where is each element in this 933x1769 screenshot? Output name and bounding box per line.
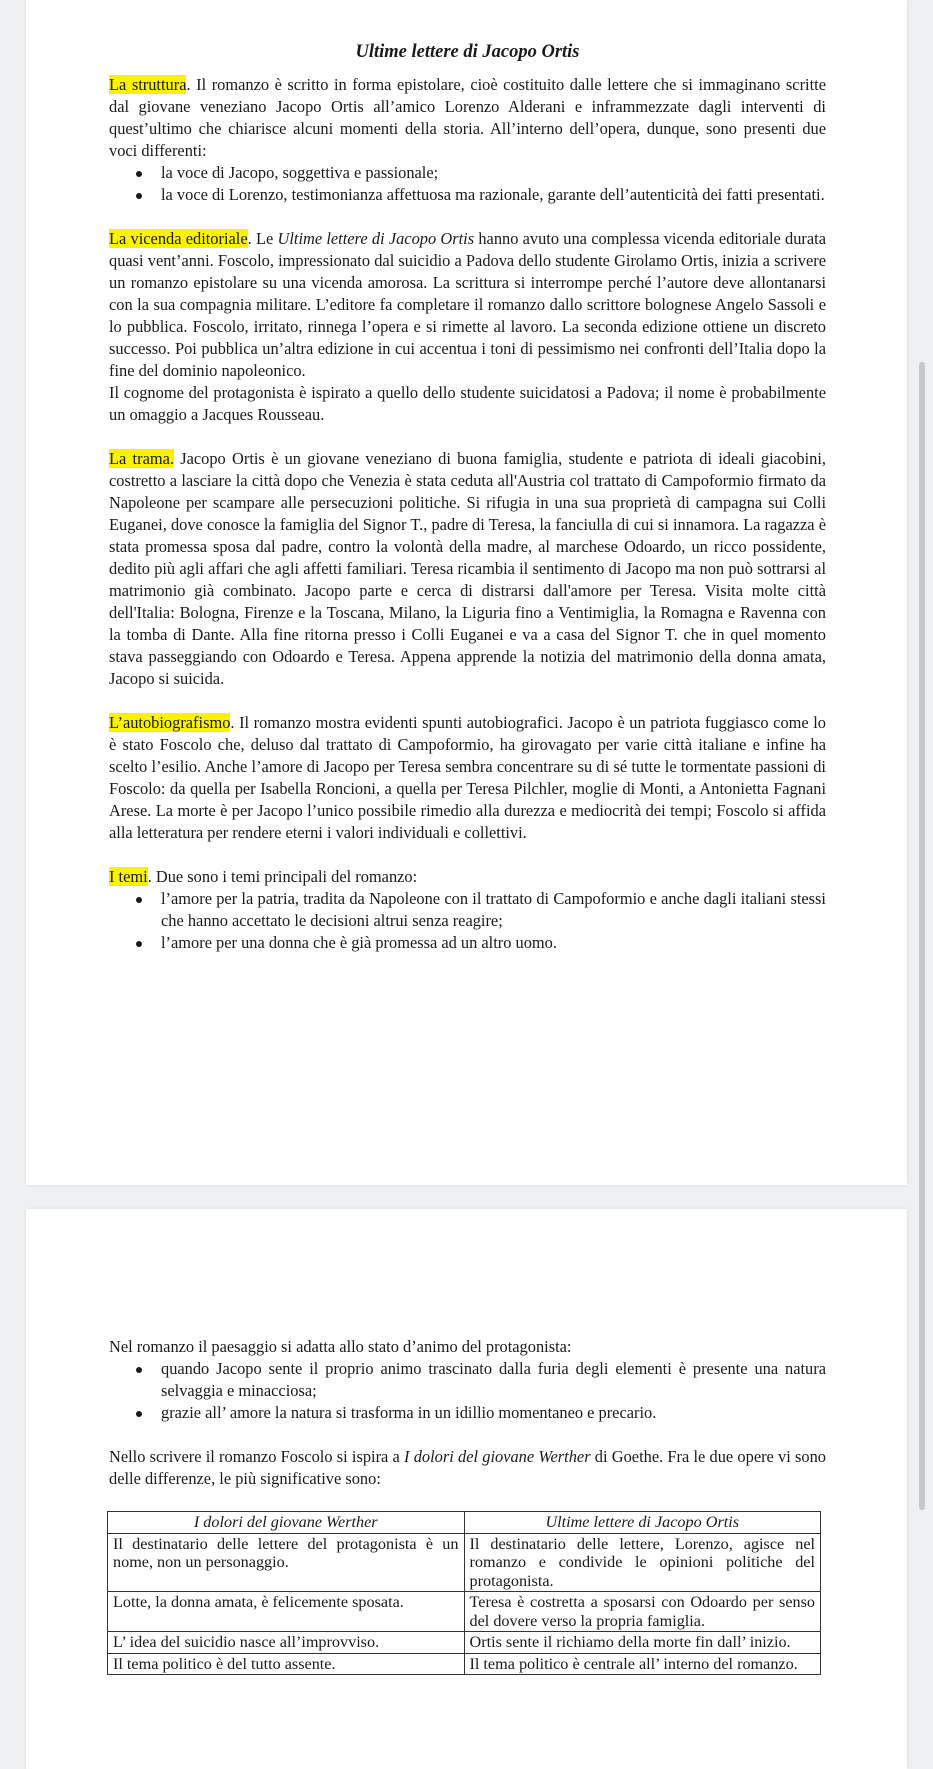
temi-list [109,888,826,954]
document-page-2 [26,1209,907,1769]
table-row [108,1632,821,1654]
table-cell: Ortis sente il richiamo della morte fin dall’ inizio. [464,1632,821,1654]
table-header-row [108,1512,821,1534]
table-cell: L’ idea del suicidio nasce all’improvviso. [108,1632,465,1654]
temi-text: . Due sono i temi principali del romanzo: [147,867,418,886]
page-1-content [109,40,826,954]
page-2-content [109,1336,826,1675]
table-cell: Il destinatario delle lettere del protagonista è un nome, non un personaggio. [108,1533,465,1592]
table-row [108,1653,821,1675]
table-cell: Il tema politico è del tutto assente. [108,1653,465,1675]
table-cell: Lotte, la donna amata, è felicemente sposata. [108,1592,465,1632]
struttura-paragraph [109,74,826,162]
vicenda-paragraph [109,228,826,382]
temi-heading: I temi [109,867,148,886]
autobiografismo-paragraph [109,712,826,844]
table-header-ortis: Ultime lettere di Jacopo Ortis [464,1512,821,1534]
list-item: la voce di Lorenzo, testimonianza affettuosa ma razionale, garante dell’autenticità dei fatti presentati. [109,184,826,206]
table-row [108,1533,821,1592]
vicenda-text-b: hanno avuto una complessa vicenda editoriale durata quasi vent’anni. Foscolo, impressionato dal suicidio a Padova dello studente Girolamo Ortis, inizia a scrivere un romanzo epistolare su una vicenda amorosa. La scrittura si interrompe perché l’autore deve allontanarsi con la sua compagnia militare. L’editore fa completare il romanzo dallo scrittore bolognese Angelo Sassoli e lo pubblica. Foscolo, irritato, rinnega l’opera e si rimette al lavoro. La seconda edizione ottiene un discreto successo. Poi pubblica un’altra edizione in cui accentua i toni di pessimismo nei confronti dell’Italia dopo la fine del dominio napoleonico. [109,229,826,380]
vicenda-heading: La vicenda editoriale [109,229,248,248]
list-item: grazie all’ amore la natura si trasforma in un idillio momentaneo e precario. [109,1402,826,1424]
list-item: l’amore per una donna che è già promessa ad un altro uomo. [109,932,826,954]
table-cell: Il tema politico è centrale all’ interno del romanzo. [464,1653,821,1675]
autobiografismo-text: . Il romanzo mostra evidenti spunti autobiografici. Jacopo è un patriota fuggiasco come lo è stato Foscolo che, deluso dal trattato di Campoformio, ha girovagato per varie città italiane e infine ha scelto l’esilio. Anche l’amore di Jacopo per Teresa sembra concentrare su di sé tutte le tormentate passioni di Foscolo: da quella per Isabella Roncioni, a quella per Teresa Pilchler, moglie di Monti, a Antonietta Fagnani Arese. La morte è per Jacopo l’unico possibile rimedio alla durezza e mediocrità dei tempi; Foscolo si affida alla letteratura per rendere eterni i valori individuali e collettivi. [109,713,826,842]
list-item: la voce di Jacopo, soggettiva e passionale; [109,162,826,184]
cognome-paragraph: Il cognome del protagonista è ispirato a quello dello studente suicidatosi a Padova; il nome è probabilmente un omaggio a Jacques Rousseau. [109,383,826,424]
struttura-heading: La struttura [109,75,187,94]
trama-paragraph [109,448,826,690]
werther-text-b: di Goethe. Fra le due opere vi sono delle differenze, le più significative sono: [109,1447,826,1488]
document-page-1 [26,0,907,1185]
trama-text: Jacopo Ortis è un giovane veneziano di buona famiglia, studente e patriota di ideali giacobini, costretto a lasciare la città dopo che Venezia è stata ceduta all'Austria col trattato di Campoformio firmato da Napoleone per scampare alle persecuzioni politiche. Si rifugia in una sua proprietà di campagna sui Colli Euganei, dove conosce la famiglia del Signor T., padre di Teresa, la fanciulla di cui si innamora. La ragazza è stata promessa sposa dal padre, contro la volontà della madre, al marchese Odoardo, un ricco possidente, dedito più agli affari che agli affetti familiari. Teresa ricambia il sentimento di Jacopo ma non può sottrarsi al matrimonio già combinato. Jacopo parte e cerca di distrarsi dall'amore per Teresa. Visita molte città dell'Italia: Bologna, Firenze e la Toscana, Milano, la Liguria fino a Ventimiglia, la Romagna e Ravenna con la tomba di Dante. Alla fine ritorna presso i Colli Euganei e va a casa del Signor T. che in quel momento stava passeggiando con Odoardo e Teresa. Appena apprende la notizia del matrimonio della donna amata, Jacopo si suicida. [109,449,826,688]
table-header-werther: I dolori del giovane Werther [108,1512,465,1534]
paesaggio-paragraph: Nel romanzo il paesaggio si adatta allo stato d’animo del protagonista: [109,1337,572,1356]
autobiografismo-heading: L’autobiografismo [109,713,231,732]
vicenda-book-title: Ultime lettere di Jacopo Ortis [277,229,475,248]
vertical-scrollbar[interactable] [919,362,925,1510]
vicenda-text-a: . Le [247,229,278,248]
list-item: quando Jacopo sente il proprio animo trascinato dalla furia degli elementi è presente una natura selvaggia e minacciosa; [109,1358,826,1402]
table-row [108,1592,821,1632]
table-cell: Il destinatario delle lettere, Lorenzo, agisce nel romanzo e condivide le opinioni politiche del protagonista. [464,1533,821,1592]
table-cell: Teresa è costretta a sposarsi con Odoardo per senso del dovere verso la propria famiglia. [464,1592,821,1632]
werther-text-a: Nello scrivere il romanzo Foscolo si ispira a [109,1447,405,1466]
list-item: l’amore per la patria, tradita da Napoleone con il trattato di Campoformio e anche dagli italiani stessi che hanno accettato le decisioni altrui senza reagire; [109,888,826,932]
trama-heading: La trama. [109,449,174,468]
paesaggio-list [109,1358,826,1424]
struttura-list [109,162,826,206]
werther-book-title: I dolori del giovane Werther [404,1447,591,1466]
werther-paragraph [109,1446,826,1490]
comparison-table [107,1511,821,1675]
struttura-text: . Il romanzo è scritto in forma epistolare, cioè costituito dalle lettere che si immaginano scritte dal giovane veneziano Jacopo Ortis all’amico Lorenzo Alderani e inframmezzate dagli interventi di quest’ultimo che chiarisce alcuni momenti della storia. All’interno dell’opera, dunque, sono presenti due voci differenti: [109,75,826,160]
document-title: Ultime lettere di Jacopo Ortis [355,42,580,62]
temi-paragraph [109,866,826,888]
